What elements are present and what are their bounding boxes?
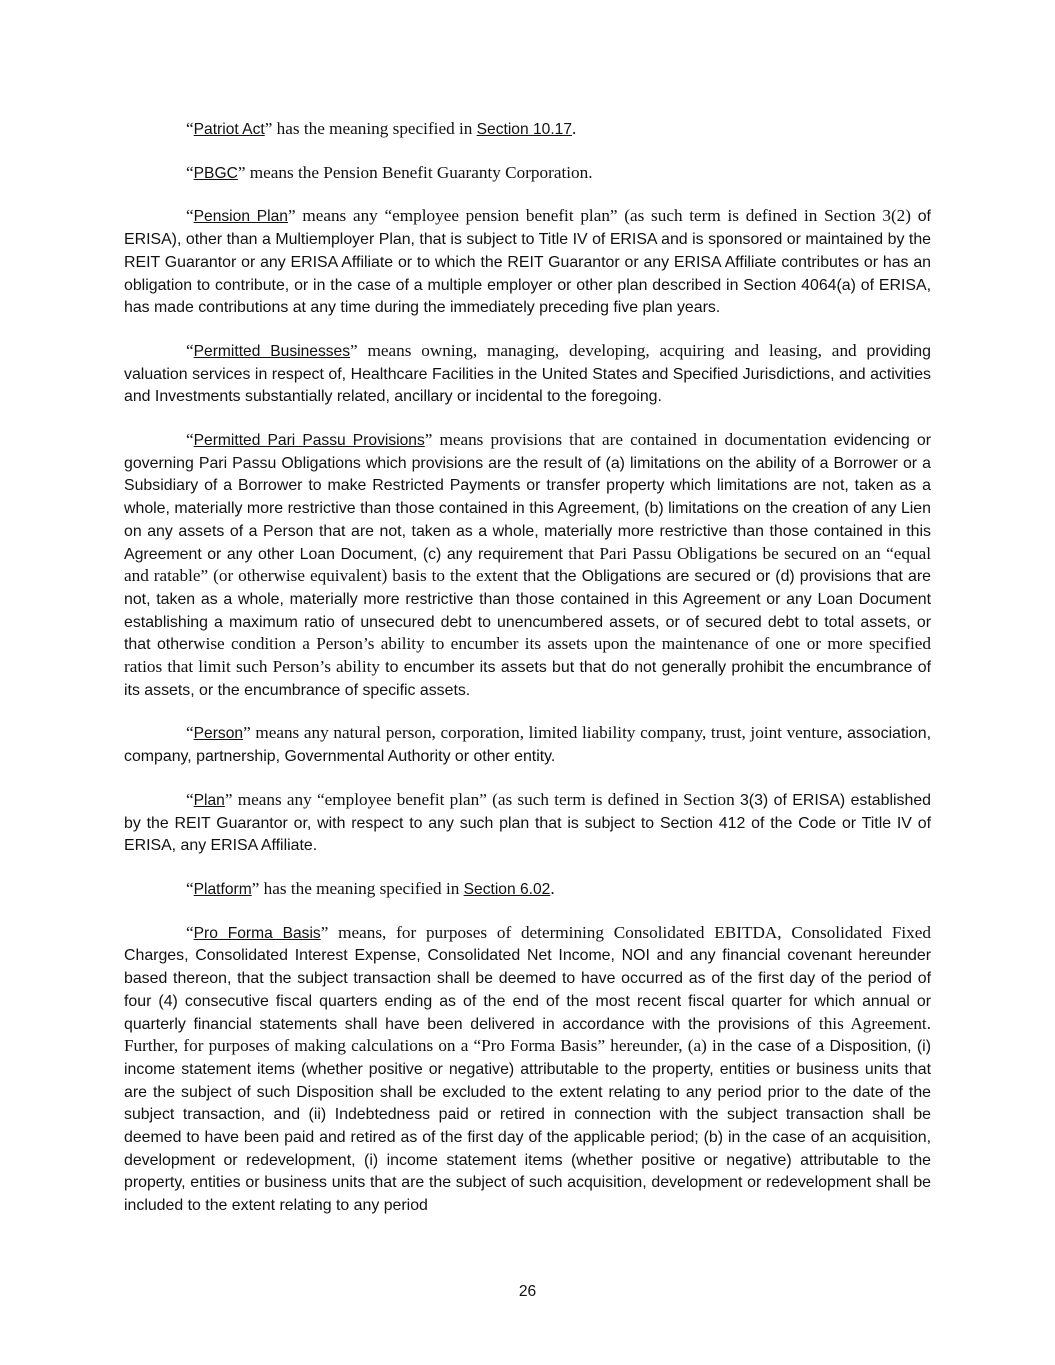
- definition-text: ” has the meaning specified in: [251, 878, 464, 898]
- page-number: 26: [518, 1283, 537, 1300]
- definition-patriot-act: “Patriot Act” has the meaning specified in Section 10.17.: [186, 119, 577, 138]
- definition-person: “Person” means any natural person, corporation, limited liability company, trust, joint venture, association, company, partnership, Governmental Authority or other entity.: [124, 723, 931, 766]
- definition-permitted-businesses: “Permitted Businesses” means owning, managing, developing, acquiring and leasing, and providing valuation services in respect of, Healthcare Facilities in the United States and Specified Jurisdictions, and activities and Investments substantially related, ancillary or incidental to the foregoing.: [124, 340, 931, 406]
- definition-body: of ERISA), other than a Multiemployer Plan, that is subject to Title IV of ERISA and is sponsored or maintained by the REIT Guarantor or any ERISA Affiliate or to which the REIT Guarantor or any ERISA Affiliate contributes or has an obligation to contribute, or in the case of a multiple employer or other plan described in Section 4064(a) of ERISA, has made contributions at any time during the immediately preceding five plan years.: [124, 208, 931, 317]
- definition-body: 3(3) of ERISA) established by the REIT Guarantor or, with respect to any such plan that is subject to Section 412 of the Code or Title IV of ERISA, any ERISA Affiliate.: [124, 791, 931, 855]
- defined-term: Person: [193, 725, 244, 743]
- section-reference: Section 6.02: [463, 880, 551, 898]
- defined-term: Patriot Act: [193, 121, 265, 138]
- defined-term: Platform: [193, 880, 252, 898]
- definition-body: association, company, partnership, Governmental Authority or other entity.: [124, 725, 931, 766]
- definition-platform: “Platform” has the meaning specified in Section 6.02.: [186, 878, 555, 898]
- definition-body: Charges, Consolidated Interest Expense, Consolidated Net Income, NOI and any financial covenant hereunder based thereon, that the subject transaction shall be deemed to have occurred as of the first day of the period of four (4) consecutive fiscal quarters ending as of the end of the most recent fiscal quarter for which annual or quarterly financial statements shall have been delivered in accordance with the provisions: [124, 947, 931, 1033]
- definition-body-serif-continued: wise condition a Person’s ability to encumber its assets upon the maintenance of one or more specified ratios that limit such Person’s ability: [124, 634, 931, 677]
- definition-text: ” has the meaning specified in: [264, 119, 477, 138]
- defined-term: Permitted Businesses: [193, 342, 351, 360]
- definition-text: ” means provisions that are contained in documentation: [424, 430, 834, 450]
- definition-permitted-pari-passu-provisions: “Permitted Pari Passu Provisions” means provisions that are contained in documentation evidencing or governing Pari Passu Obligations which provisions are the result of (a) limitations on the ability of a Borrower or a Subsidiary of a Borrower to make Restricted Payments or transfer property which limitations are not, taken as a whole, materially more restrictive than those contained in this Agreement, (b) limitations on the creation of any Lien on any assets of a Person that are not, taken as a whole, materially more restrictive than those contained in this Agreement or any other Loan Document, (c) any requirement that Pari Passu Obligations be secured on an “equal and ratable” (or otherwise equivalent) basis to the extent that the Obligations are secured or (d) provisions that are not, taken as a whole, materially more restrictive than those contained in this Agreement or any Loan Document establishing a maximum ratio of unsecured debt to unencumbered assets, or of secured debt to total assets, or that otherwise condition a Person’s ability to encumber its assets upon the maintenance of one or more specified ratios that limit such Person’s ability to encumber its assets but that do not generally prohibit the encumbrance of its assets, or the encumbrance of specific assets.: [124, 430, 932, 699]
- definition-text: ” means any “employee pension benefit plan” (as such term is defined in Section 3(2): [287, 206, 918, 226]
- definition-body-serif: of this Agreement. Further, for purposes of making calculations on a “Pro Forma Basis” hereunder, (a) in: [124, 1013, 931, 1056]
- defined-term: Permitted Pari Passu Provisions: [193, 432, 425, 450]
- definition-pension-plan: “Pension Plan” means any “employee pension benefit plan” (as such term is defined in Section 3(2) of ERISA), other than a Multiemployer Plan, that is subject to Title IV of ERISA and is sponsored or maintained by the REIT Guarantor or any ERISA Affiliate or to which the REIT Guarantor or any ERISA Affiliate contributes or has an obligation to contribute, or in the case of a multiple employer or other plan described in Section 4064(a) of ERISA, has made contributions at any time during the immediately preceding five plan years.: [124, 206, 931, 317]
- definition-body-end: to encumber its assets but that do not generally prohibit the encumbrance of its assets, or the encumbrance of specific assets.: [124, 659, 931, 699]
- definition-text: ” means the Pension Benefit Guaranty Corporation.: [237, 162, 593, 182]
- definition-body-serif: that Pari Passu Obligations be secured on an “equal and ratable” (or otherwise equivalent) basis to the extent: [124, 543, 931, 586]
- definition-body: providing valuation services in respect of, Healthcare Facilities in the United States and Specified Jurisdictions, and activities and Investments substantially related, ancillary or incidental to the foregoing.: [124, 342, 931, 406]
- definition-text-end: .: [572, 119, 577, 138]
- definition-text: ” means any natural person, corporation, limited liability company, trust, joint venture,: [243, 723, 848, 743]
- definition-body: evidencing or governing Pari Passu Obligations which provisions are the result of (a) limitations on the ability of a Borrower or a Subsidiary of a Borrower to make Restricted Payments or transfer property which limitations are not, taken as a whole, materially more restrictive than those contained in this Agreement, (b) limitations on the creation of any Lien on any assets of a Person that are not, taken as a whole, materially more restrictive than those contained in this Agreement or any other Loan Document, (c) any requirement: [124, 432, 931, 563]
- definition-text: ” means owning, managing, developing, acquiring and leasing, and: [350, 340, 867, 360]
- definition-body-continued: that the Obligations are secured or (d) provisions that are not, taken as a whole, materially more restrictive than those contained in this Agreement or any Loan Document establishing a maximum ratio of unsecured debt to unencumbered assets, or of secured debt to total assets, or that other: [124, 568, 932, 654]
- definition-text-end: .: [550, 878, 555, 898]
- definition-text: ” means, for purposes of determining Consolidated EBITDA, Consolidated Fixed: [320, 922, 931, 942]
- defined-term: Pension Plan: [193, 208, 288, 226]
- document-page: [124, 118, 931, 1238]
- definition-pbgc: “PBGC” means the Pension Benefit Guaranty Corporation.: [186, 162, 593, 182]
- defined-term: Pro Forma Basis: [193, 924, 321, 942]
- definition-text: ” means any “employee benefit plan” (as such term is defined in Section: [224, 789, 740, 809]
- defined-term: Plan: [193, 791, 225, 809]
- definition-pro-forma-basis: “Pro Forma Basis” means, for purposes of determining Consolidated EBITDA, Consolidated Fixed Charges, Consolidated Interest Expense, Consolidated Net Income, NOI and any financial covenant hereunder based thereon, that the subject transaction shall be deemed to have occurred as of the first day of the period of four (4) consecutive fiscal quarters ending as of the end of the most recent fiscal quarter for which annual or quarterly financial statements shall have been delivered in accordance with the provisions of this Agreement. Further, for purposes of making calculations on a “Pro Forma Basis” hereunder, (a) in the case of a Disposition, (i) income statement items (whether positive or negative) attributable to the property, entities or business units that are the subject of such Disposition shall be excluded to the extent relating to any period prior to the date of the subject transaction, and (ii) Indebtedness paid or retired in connection with the subject transaction shall be deemed to have been paid and retired as of the first day of the applicable period; (b) in the case of an acquisition, development or redevelopment, (i) income statement items (whether positive or negative) attributable to the property, entities or business units that are the subject of such acquisition, development or redevelopment shall be included to the extent relating to any period: [124, 922, 931, 1215]
- section-reference: Section 10.17: [476, 121, 573, 138]
- definition-plan: “Plan” means any “employee benefit plan” (as such term is defined in Section 3(3) of ERISA) established by the REIT Guarantor or, with respect to any such plan that is subject to Section 412 of the Code or Title IV of ERISA, any ERISA Affiliate.: [124, 789, 931, 855]
- defined-term: PBGC: [193, 164, 238, 182]
- definition-body-continued: the case of a Disposition, (i) income statement items (whether positive or negative) attributable to the property, entities or business units that are the subject of such Disposition shall be excluded to the extent relating to any period prior to the date of the subject transaction, and (ii) Indebtedness paid or retired in connection with the subject transaction shall be deemed to have been paid and retired as of the first day of the applicable period; (b) in the case of an acquisition, development or redevelopment, (i) income statement items (whether positive or negative) attributable to the property, entities or business units that are the subject of such acquisition, development or redevelopment shall be included to the extent relating to any period: [124, 1038, 931, 1215]
